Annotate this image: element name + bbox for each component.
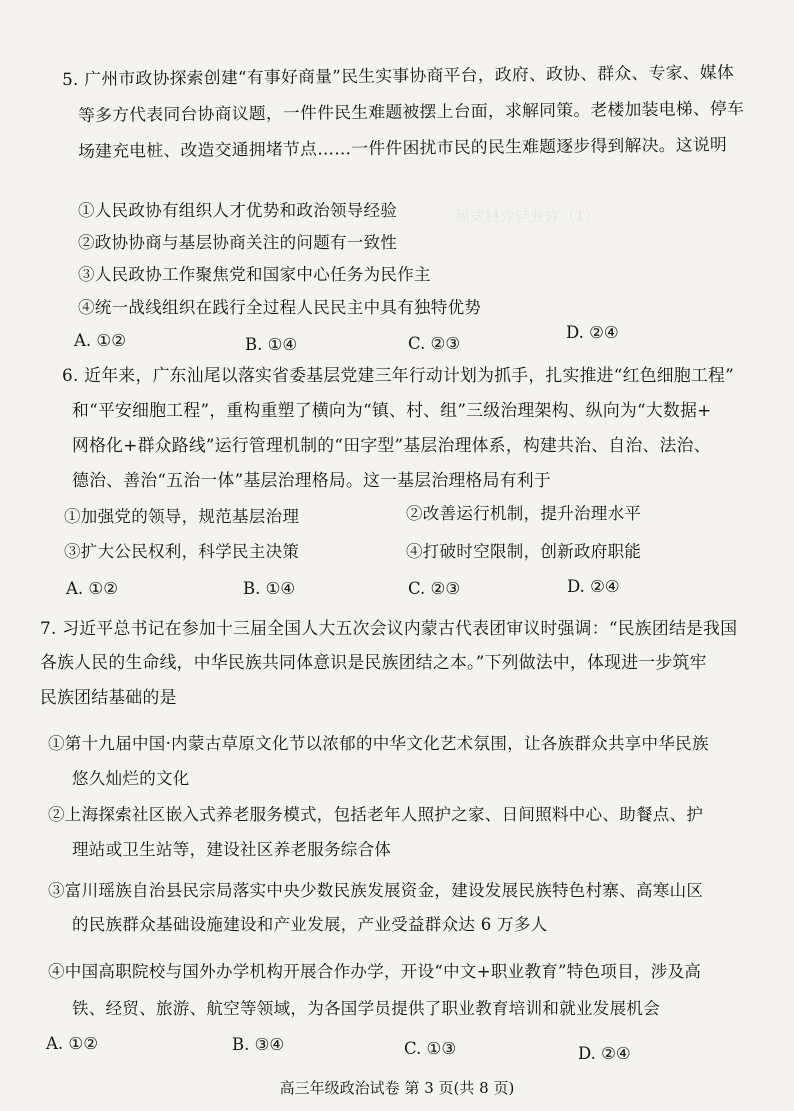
statement-4-cont: 铁、经贸、旅游、航空等领域，为各国学员提供了职业教育培训和就业发展机会 <box>72 999 660 1018</box>
statement-2: ②政协协商与基层协商关注的问题有一致性 <box>78 233 398 252</box>
page-footer: 高三年级政治试卷 第 3 页(共 8 页) <box>279 1079 515 1097</box>
question-stem-line: 各族人民的生命线，中华民族共同体意识是民族团结之本。”下列做法中，体现进一步筑牢 <box>40 652 707 672</box>
option-b: B. ①④ <box>243 579 296 598</box>
question-stem-line: 民族团结基础的是 <box>40 687 177 707</box>
option-a: A. ①② <box>66 579 118 598</box>
question-stem-line: 网格化+群众路线”运行管理机制的“田字型”基层治理体系，构建共治、自治、法治、 <box>72 435 711 455</box>
question-stem-line: 6. 近年来，广东汕尾以落实省委基层党建三年行动计划为抓手，扎实推进“红色细胞工程” <box>62 365 735 385</box>
question-stem-line: 等多方代表同台协商议题，一件件民生难题被摆上台面，求解同策。老楼加装电梯、停车 <box>77 98 745 125</box>
statement-2: ②上海探索社区嵌入式养老服务模式，包括老年人照护之家、日间照料中心、助餐点、护 <box>48 805 704 824</box>
statement-2-cont: 理站或卫生站等，建设社区养老服务综合体 <box>72 840 392 859</box>
option-d: D. ②④ <box>567 577 620 596</box>
option-b: B. ①④ <box>245 335 298 354</box>
option-c: C. ①③ <box>404 1039 457 1058</box>
question-stem-line: 场建充电桩、改造交通拥堵节点……一件件困扰市民的民生难题逐步得到解决。这说明 <box>77 134 728 161</box>
question-stem-line: 7. 习近平总书记在参加十三届全国人大五次会议内蒙古代表团审议时强调：“民族团结是我国 <box>40 618 738 638</box>
option-d: D. ②④ <box>578 1044 631 1063</box>
option-a: A. ①② <box>74 331 126 350</box>
bleed-through-text: （1）农业与农村发展 <box>455 207 600 225</box>
statement-4: ④中国高职院校与国外办学机构开展合作办学，开设“中文+职业教育”特色项目，涉及高 <box>48 962 702 981</box>
option-c: C. ②③ <box>408 579 461 598</box>
statement-3: ③人民政协工作聚焦党和国家中心任务为民作主 <box>78 265 431 284</box>
statement-2: ②改善运行机制，提升治理水平 <box>406 504 642 523</box>
question-stem-line: 5. 广州市政协探索创建“有事好商量”民生实事协商平台，政府、政协、群众、专家、媒体 <box>61 61 735 89</box>
statement-3-cont: 的民族群众基础设施建设和产业发展，产业受益群众达 6 万多人 <box>72 915 548 934</box>
statement-4: ④打破时空限制，创新政府职能 <box>406 542 642 561</box>
question-stem-line: 德治、善治“五治一体”基层治理格局。这一基层治理格局有利于 <box>72 470 551 490</box>
option-c: C. ②③ <box>408 334 461 353</box>
statement-1: ①人民政协有组织人才优势和政治领导经验 <box>78 201 398 220</box>
statement-1: ①第十九届中国·内蒙古草原文化节以浓郁的中华文化艺术氛围，让各族群众共享中华民族 <box>48 734 709 753</box>
statement-4: ④统一战线组织在践行全过程人民民主中具有独特优势 <box>78 298 482 317</box>
statement-3: ③扩大公民权利，科学民主决策 <box>64 542 300 561</box>
statement-3: ③富川瑶族自治县民宗局落实中央少数民族发展资金，建设发展民族特色村寨、高寒山区 <box>48 881 704 900</box>
option-d: D. ②④ <box>566 323 619 342</box>
option-a: A. ①② <box>46 1034 98 1053</box>
question-stem-line: 和“平安细胞工程”，重构重塑了横向为“镇、村、组”三级治理架构、纵向为“大数据+ <box>72 400 712 420</box>
option-b: B. ③④ <box>232 1035 285 1054</box>
statement-1-cont: 悠久灿烂的文化 <box>72 769 190 788</box>
statement-1: ①加强党的领导，规范基层治理 <box>64 507 300 526</box>
